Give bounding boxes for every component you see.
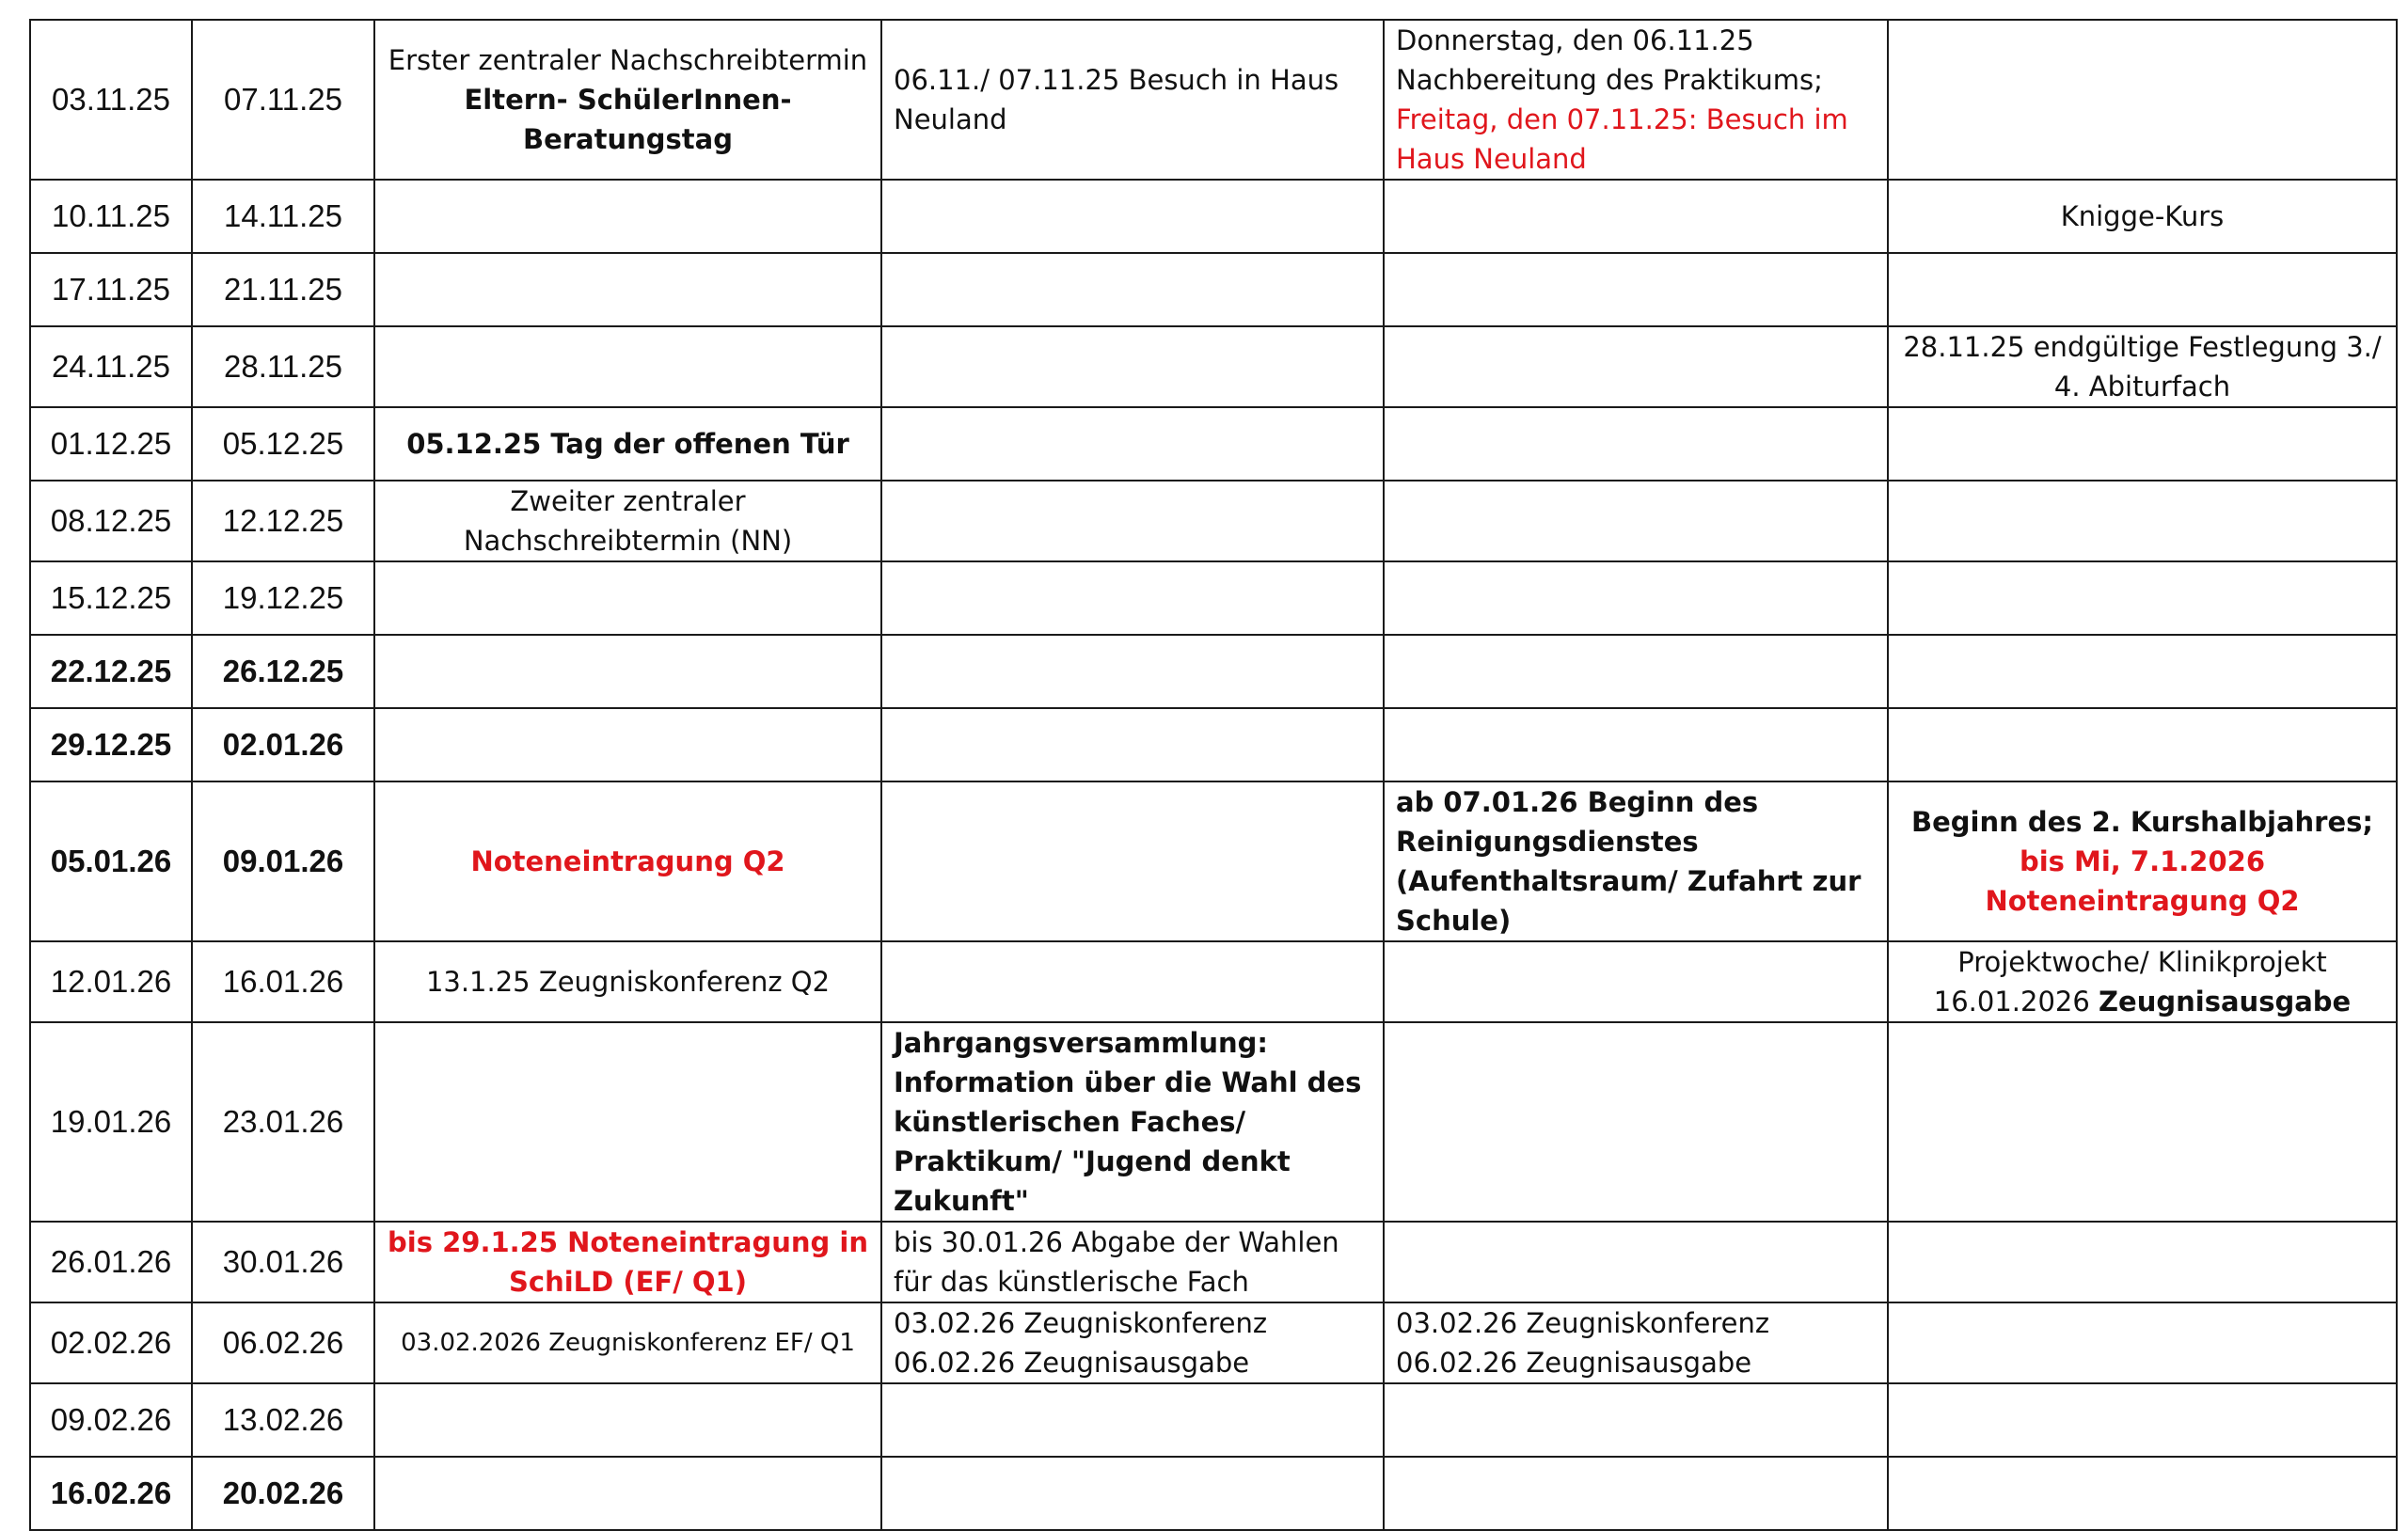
week-end-date: 09.01.26 bbox=[192, 781, 374, 941]
event-cell-col4 bbox=[1888, 1222, 2397, 1302]
event-cell-col2 bbox=[881, 1383, 1384, 1457]
week-start-date: 05.01.26 bbox=[30, 781, 192, 941]
event-cell-col3 bbox=[1384, 708, 1888, 781]
event-cell-col2 bbox=[881, 20, 1384, 180]
event-cell-col3 bbox=[1384, 1022, 1888, 1222]
event-cell-col2 bbox=[881, 1302, 1384, 1383]
week-start-date: 10.11.25 bbox=[30, 180, 192, 253]
event-text: 03.02.26 Zeugniskonferenz bbox=[1396, 1307, 1770, 1339]
table-row bbox=[30, 1383, 2397, 1457]
event-cell-col3 bbox=[1384, 180, 1888, 253]
event-cell-col4 bbox=[1888, 253, 2397, 326]
event-cell-col2 bbox=[881, 781, 1384, 941]
event-cell-col3 bbox=[1384, 20, 1888, 180]
week-start-date: 02.02.26 bbox=[30, 1302, 192, 1383]
week-end-date: 16.01.26 bbox=[192, 941, 374, 1022]
week-start-date: 29.12.25 bbox=[30, 708, 192, 781]
table-row bbox=[30, 1302, 2397, 1383]
event-cell-col1 bbox=[374, 20, 881, 180]
week-start-date: 09.02.26 bbox=[30, 1383, 192, 1457]
table-row bbox=[30, 481, 2397, 561]
week-start-date: 24.11.25 bbox=[30, 326, 192, 407]
event-text: Noteneintragung Q2 bbox=[470, 845, 785, 877]
event-cell-col2 bbox=[881, 1222, 1384, 1302]
event-text: 13.1.25 Zeugniskonferenz Q2 bbox=[425, 966, 831, 998]
event-cell-col1 bbox=[374, 708, 881, 781]
event-cell-col1 bbox=[374, 1457, 881, 1530]
event-cell-col3 bbox=[1384, 1383, 1888, 1457]
table-row bbox=[30, 407, 2397, 481]
week-start-date: 19.01.26 bbox=[30, 1022, 192, 1222]
week-end-date: 06.02.26 bbox=[192, 1302, 374, 1383]
event-cell-col3 bbox=[1384, 253, 1888, 326]
event-cell-col4 bbox=[1888, 1302, 2397, 1383]
event-cell-col3 bbox=[1384, 635, 1888, 708]
event-text: Zeugnisausgabe bbox=[2099, 986, 2352, 1018]
week-start-date: 22.12.25 bbox=[30, 635, 192, 708]
event-cell-col2 bbox=[881, 1022, 1384, 1222]
event-cell-col2 bbox=[881, 941, 1384, 1022]
event-text: Knigge-Kurs bbox=[2060, 200, 2225, 232]
event-text: Freitag, den 07.11.25: Besuch im Haus Neuland bbox=[1396, 103, 1848, 175]
event-cell-col1 bbox=[374, 635, 881, 708]
event-text: Erster zentraler Nachschreibtermin bbox=[388, 44, 868, 76]
event-cell-col4 bbox=[1888, 326, 2397, 407]
schedule-body bbox=[30, 20, 2397, 1530]
event-text: Donnerstag, den 06.11.25 Nachbereitung des Praktikums; bbox=[1396, 24, 1823, 96]
week-end-date: 20.02.26 bbox=[192, 1457, 374, 1530]
table-row bbox=[30, 180, 2397, 253]
schedule-table bbox=[29, 19, 2398, 1531]
event-cell-col1 bbox=[374, 326, 881, 407]
week-end-date: 28.11.25 bbox=[192, 326, 374, 407]
week-start-date: 15.12.25 bbox=[30, 561, 192, 635]
event-cell-col1 bbox=[374, 1383, 881, 1457]
event-text: Jahrgangsversammlung: Information über die Wahl des künstlerischen Faches/ Praktikum/ "Jugend denkt Zukunft" bbox=[894, 1027, 1362, 1217]
week-start-date: 12.01.26 bbox=[30, 941, 192, 1022]
event-text: 03.02.2026 Zeugniskonferenz EF/ Q1 bbox=[401, 1329, 855, 1357]
event-cell-col2 bbox=[881, 326, 1384, 407]
event-text: Eltern- SchülerInnen-Beratungstag bbox=[464, 84, 792, 155]
event-cell-col3 bbox=[1384, 1457, 1888, 1530]
event-cell-col3 bbox=[1384, 407, 1888, 481]
week-start-date: 08.12.25 bbox=[30, 481, 192, 561]
event-cell-col3 bbox=[1384, 781, 1888, 941]
event-cell-col4 bbox=[1888, 180, 2397, 253]
week-start-date: 16.02.26 bbox=[30, 1457, 192, 1530]
table-row bbox=[30, 635, 2397, 708]
table-row bbox=[30, 781, 2397, 941]
event-cell-col1 bbox=[374, 941, 881, 1022]
event-cell-col1 bbox=[374, 1222, 881, 1302]
week-end-date: 12.12.25 bbox=[192, 481, 374, 561]
event-text: bis Mi, 7.1.2026 Noteneintragung Q2 bbox=[1985, 845, 2300, 917]
event-cell-col1 bbox=[374, 561, 881, 635]
table-row bbox=[30, 1022, 2397, 1222]
week-start-date: 26.01.26 bbox=[30, 1222, 192, 1302]
event-cell-col4 bbox=[1888, 1022, 2397, 1222]
event-cell-col1 bbox=[374, 481, 881, 561]
event-text: ab 07.01.26 Beginn des Reinigungsdienstes (Aufenthaltsraum/ Zufahrt zur Schule) bbox=[1396, 786, 1861, 937]
event-text: 05.12.25 Tag der offenen Tür bbox=[406, 428, 849, 460]
event-cell-col4 bbox=[1888, 941, 2397, 1022]
event-cell-col3 bbox=[1384, 481, 1888, 561]
event-cell-col1 bbox=[374, 1302, 881, 1383]
table-row bbox=[30, 941, 2397, 1022]
week-start-date: 17.11.25 bbox=[30, 253, 192, 326]
event-text: 16.01.2026 bbox=[1933, 986, 2099, 1018]
event-cell-col1 bbox=[374, 1022, 881, 1222]
event-cell-col4 bbox=[1888, 20, 2397, 180]
event-cell-col2 bbox=[881, 1457, 1384, 1530]
event-cell-col2 bbox=[881, 253, 1384, 326]
event-cell-col3 bbox=[1384, 1302, 1888, 1383]
week-end-date: 13.02.26 bbox=[192, 1383, 374, 1457]
event-cell-col4 bbox=[1888, 481, 2397, 561]
table-row bbox=[30, 561, 2397, 635]
event-cell-col4 bbox=[1888, 561, 2397, 635]
event-text: Beginn des 2. Kurshalbjahres; bbox=[1910, 806, 2373, 838]
event-text: 28.11.25 endgültige Festlegung 3./ 4. Abiturfach bbox=[1903, 331, 2382, 402]
event-cell-col2 bbox=[881, 407, 1384, 481]
event-cell-col2 bbox=[881, 561, 1384, 635]
event-cell-col4 bbox=[1888, 708, 2397, 781]
table-row bbox=[30, 20, 2397, 180]
event-cell-col4 bbox=[1888, 1383, 2397, 1457]
event-text: Projektwoche/ Klinikprojekt bbox=[1957, 946, 2327, 978]
week-start-date: 01.12.25 bbox=[30, 407, 192, 481]
event-text: 03.02.26 Zeugniskonferenz bbox=[894, 1307, 1268, 1339]
event-cell-col2 bbox=[881, 635, 1384, 708]
event-text: Zweiter zentraler Nachschreibtermin (NN) bbox=[463, 485, 793, 557]
week-end-date: 19.12.25 bbox=[192, 561, 374, 635]
table-row bbox=[30, 326, 2397, 407]
event-text: bis 29.1.25 Noteneintragung in SchiLD (EF/ Q1) bbox=[388, 1226, 868, 1298]
table-row bbox=[30, 1222, 2397, 1302]
week-end-date: 21.11.25 bbox=[192, 253, 374, 326]
event-cell-col4 bbox=[1888, 635, 2397, 708]
week-end-date: 30.01.26 bbox=[192, 1222, 374, 1302]
table-row bbox=[30, 708, 2397, 781]
event-text: bis 30.01.26 Abgabe der Wahlen für das künstlerische Fach bbox=[894, 1226, 1339, 1298]
event-cell-col1 bbox=[374, 781, 881, 941]
week-start-date: 03.11.25 bbox=[30, 20, 192, 180]
event-cell-col4 bbox=[1888, 781, 2397, 941]
week-end-date: 07.11.25 bbox=[192, 20, 374, 180]
week-end-date: 26.12.25 bbox=[192, 635, 374, 708]
week-end-date: 23.01.26 bbox=[192, 1022, 374, 1222]
event-cell-col2 bbox=[881, 481, 1384, 561]
event-cell-col4 bbox=[1888, 407, 2397, 481]
table-row bbox=[30, 253, 2397, 326]
event-cell-col3 bbox=[1384, 941, 1888, 1022]
table-row bbox=[30, 1457, 2397, 1530]
event-cell-col1 bbox=[374, 253, 881, 326]
event-cell-col4 bbox=[1888, 1457, 2397, 1530]
event-cell-col3 bbox=[1384, 561, 1888, 635]
week-end-date: 02.01.26 bbox=[192, 708, 374, 781]
week-end-date: 14.11.25 bbox=[192, 180, 374, 253]
event-text: 06.02.26 Zeugnisausgabe bbox=[894, 1347, 1250, 1379]
event-cell-col3 bbox=[1384, 326, 1888, 407]
event-cell-col2 bbox=[881, 708, 1384, 781]
event-cell-col1 bbox=[374, 180, 881, 253]
event-text: 06.11./ 07.11.25 Besuch in Haus Neuland bbox=[894, 64, 1339, 135]
week-end-date: 05.12.25 bbox=[192, 407, 374, 481]
event-text: 06.02.26 Zeugnisausgabe bbox=[1396, 1347, 1752, 1379]
event-cell-col1 bbox=[374, 407, 881, 481]
event-cell-col3 bbox=[1384, 1222, 1888, 1302]
event-cell-col2 bbox=[881, 180, 1384, 253]
